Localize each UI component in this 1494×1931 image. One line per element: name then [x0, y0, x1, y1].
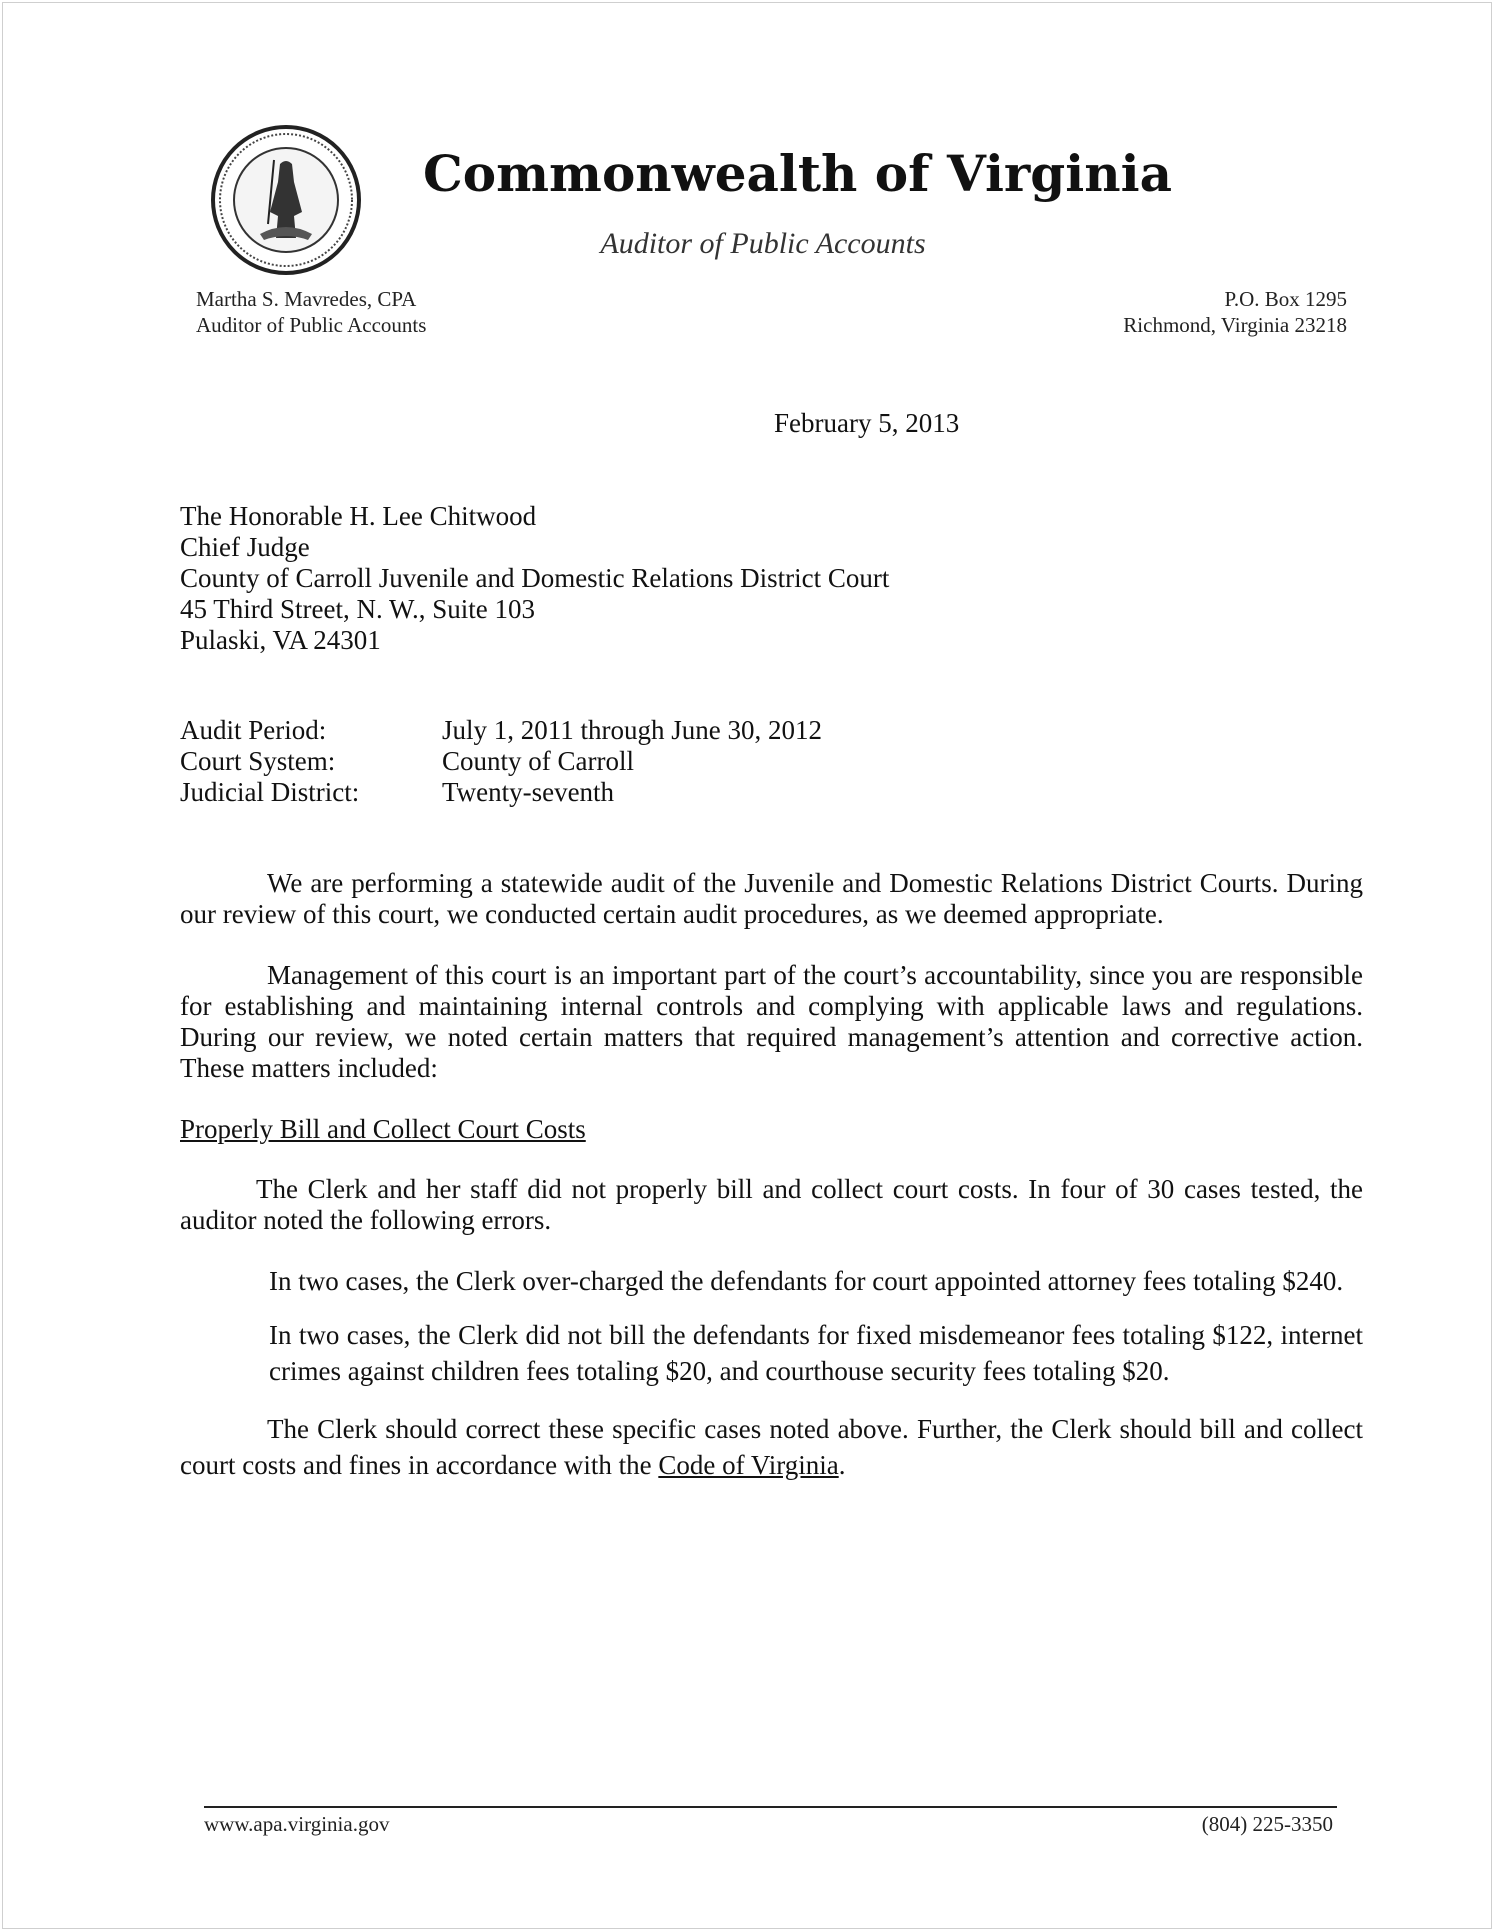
recommendation-text: The Clerk should correct these specific cases noted above. Further, the Clerk should bill and collect court costs and fines in accordance with the — [180, 1414, 1363, 1480]
addressee-block — [180, 501, 889, 656]
audit-info-value: July 1, 2011 through June 30, 2012 — [442, 715, 822, 745]
audit-info-row — [180, 715, 822, 746]
paragraph-recommendation — [180, 1411, 1363, 1483]
finding-item-1: In two cases, the Clerk over-charged the defendants for court appointed attorney fees totaling $240. — [269, 1266, 1344, 1296]
audit-info-row — [180, 777, 822, 808]
paragraph-intro: We are performing a statewide audit of the Juvenile and Domestic Relations District Courts. During our review of this court, we conducted certain audit procedures, as we deemed appropriate. — [180, 868, 1363, 929]
addressee-line: Pulaski, VA 24301 — [180, 625, 381, 655]
code-of-virginia-link[interactable]: Code of Virginia — [658, 1450, 839, 1480]
letter-page — [2, 2, 1492, 1929]
addressee-line: Chief Judge — [180, 532, 310, 562]
audit-info-value: County of Carroll — [442, 746, 634, 776]
auditor-name: Martha S. Mavredes, CPA — [196, 287, 417, 311]
audit-info-row — [180, 746, 822, 777]
po-box: P.O. Box 1295 — [1224, 287, 1347, 311]
letterhead-subtitle: Auditor of Public Accounts — [600, 227, 926, 260]
audit-info-label: Court System: — [180, 746, 336, 776]
auditor-title: Auditor of Public Accounts — [196, 313, 427, 337]
virginia-seal — [210, 124, 362, 276]
letter-body — [180, 868, 1363, 1483]
paragraph-management: Management of this court is an important part of the court’s accountability, since you are responsible for establishing and maintaining internal controls and complying with applicable laws and regulations. During our review, we noted certain matters that required management’s attention and corrective action. These matters included: — [180, 960, 1363, 1083]
city-address: Richmond, Virginia 23218 — [1123, 313, 1347, 337]
footer-divider — [204, 1806, 1337, 1808]
addressee-line: 45 Third Street, N. W., Suite 103 — [180, 594, 535, 624]
section-heading: Properly Bill and Collect Court Costs — [180, 1114, 586, 1144]
footer-website[interactable]: www.apa.virginia.gov — [204, 1812, 390, 1836]
finding-item-2: In two cases, the Clerk did not bill the defendants for fixed misdemeanor fees totaling $122, internet crimes against children fees totaling $20, and courthouse security fees totaling $20. — [269, 1320, 1363, 1386]
audit-info-label: Judicial District: — [180, 777, 360, 807]
addressee-line: County of Carroll Juvenile and Domestic Relations District Court — [180, 563, 890, 593]
footer-phone: (804) 225-3350 — [1201, 1812, 1333, 1836]
recommendation-end: . — [838, 1450, 846, 1480]
addressee-line: The Honorable H. Lee Chitwood — [180, 501, 537, 531]
paragraph-findings: The Clerk and her staff did not properly bill and collect court costs. In four of 30 cases tested, the auditor noted the following errors. — [180, 1174, 1363, 1235]
letter-date: February 5, 2013 — [774, 408, 960, 438]
audit-info-label: Audit Period: — [180, 715, 327, 745]
audit-info-value: Twenty-seventh — [442, 777, 615, 807]
audit-info — [180, 715, 822, 808]
letterhead-title: Commonwealth of Virginia — [423, 144, 1172, 203]
